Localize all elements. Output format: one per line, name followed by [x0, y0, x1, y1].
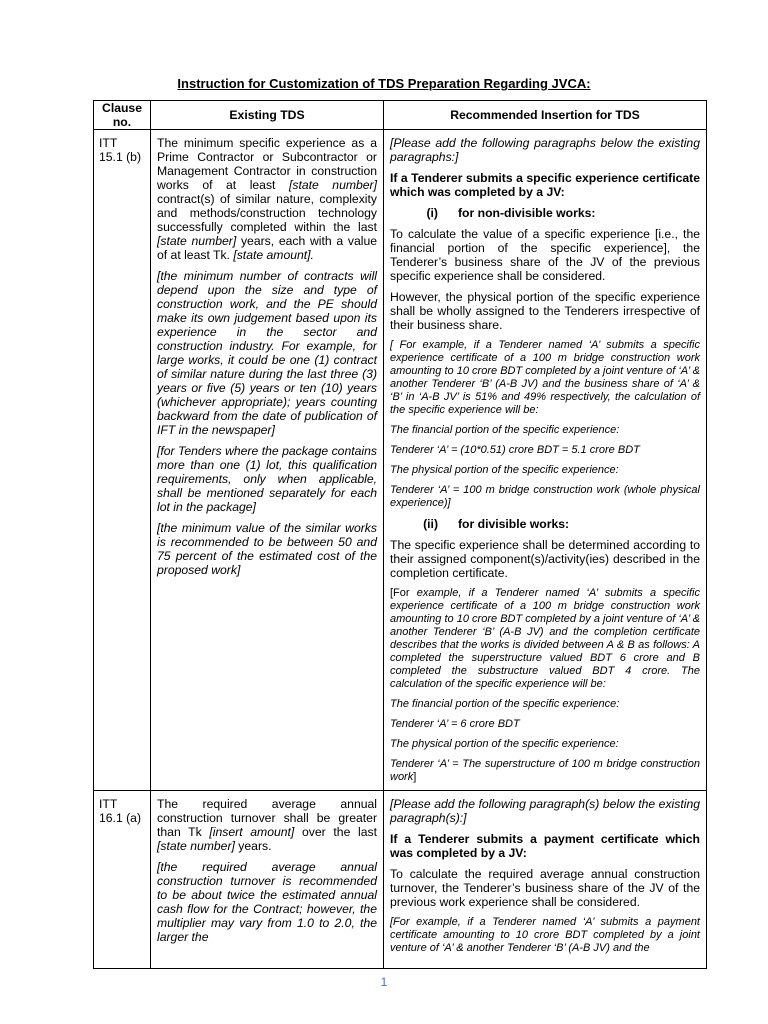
existing-paragraph: The minimum specific experience as a Prime Contractor or Subcontractor or Management Contractor in construction works of at least [state number] contract(s) of similar nature, complexity and methods/construction technology successfully completed within the last [state number] years, each with a value of at least Tk. [state amount]. — [157, 136, 378, 262]
example-line: The physical portion of the specific experience: — [390, 738, 619, 750]
existing-note: [the minimum value of the similar works is recommended to be between 50 and 75 percent of the estimated cost of the proposed work] — [157, 521, 377, 577]
existing-paragraph: The required average annual construction turnover shall be greater than Tk [insert amount] over the last [state number] years. — [157, 797, 377, 853]
example-line: Tenderer ‘A’ = The superstructure of 100 m bridge construction work] — [390, 758, 700, 783]
existing-note: [the required average annual construction turnover is recommended to be about twice the estimated annual cash flow for the Contract; however, the multiplier may vary from 1.0 to 2.0, the larger the — [157, 860, 377, 944]
clause-cell: ITT 16.1 (a) — [94, 791, 151, 969]
example-line: The financial portion of the specific experience: — [390, 698, 620, 710]
existing-tds-cell — [151, 130, 384, 791]
subheading-divisible: (ii) for divisible works: — [423, 517, 570, 531]
insertion-paragraph: The specific experience shall be determined according to their assigned component(s)/activity(ies) described in the completion certificate. — [390, 538, 700, 580]
example-paragraph: [For example, if a Tenderer named ‘A’ submits a payment certificate amounting to 10 crore BDT completed by a joint venture of ‘A’ & another Tenderer ‘B’ (A-B JV) and the — [390, 916, 700, 954]
header-existing-tds: Existing TDS — [151, 101, 384, 130]
example-line: The financial portion of the specific experience: — [390, 424, 620, 436]
insertion-paragraph: To calculate the required average annual construction turnover, the Tenderer’s business share of the JV of the previous work experience shall be considered. — [390, 867, 700, 909]
header-clause-no: Clause no. — [94, 101, 151, 130]
example-line: Tenderer ‘A’ = (10*0.51) crore BDT = 5.1 crore BDT — [390, 444, 640, 456]
table-header-row — [94, 101, 707, 130]
example-line: Tenderer ‘A’ = 6 crore BDT — [390, 718, 520, 730]
insertion-paragraph: However, the physical portion of the specific experience shall be wholly assigned to the Tenderers irrespective of their business share. — [390, 290, 700, 332]
example-paragraph: [For example, if a Tenderer named ‘A’ submits a specific experience certificate of a 100 m bridge construction work amounting to 10 crore BDT completed by a joint venture of ‘A’ & another Tenderer ‘B’ (A-B JV) and the completion certificate describes that the works is divided between A & B as follows: A completed the superstructure valued BDT 6 crore and B completed the substructure valued BDT 4 crore. The calculation of the specific experience will be: — [390, 587, 700, 690]
insertion-instruction: [Please add the following paragraphs below the existing paragraphs:] — [390, 136, 700, 164]
recommended-insertion-cell — [384, 130, 707, 791]
insertion-heading: If a Tenderer submits a payment certificate which was completed by a JV: — [390, 832, 700, 860]
existing-note: [for Tenders where the package contains more than one (1) lot, this qualification requirements, only when applicable, shall be mentioned separately for each lot in the package] — [157, 444, 377, 514]
page-number: 1 — [380, 975, 388, 989]
existing-note: [the minimum number of contracts will depend upon the size and type of construction work, and the PE should make its own judgement based upon its experience in the sector and construction industry. For example, for large works, it could be one (1) contract of similar nature during the last three (3) years or five (5) years or ten (10) years (whichever appropriate); years counting backward from the date of publication of IFT in the newspaper] — [157, 269, 377, 437]
header-recommended-insertion: Recommended Insertion for TDS — [384, 101, 707, 130]
clause-cell: ITT 15.1 (b) — [94, 130, 151, 791]
subheading-non-divisible: (i) for non-divisible works: — [426, 206, 596, 220]
insertion-paragraph: To calculate the value of a specific experience [i.e., the financial portion of the specific experience], the Tenderer’s business share of the JV of the previous specific experience shall be considered. — [390, 227, 700, 283]
example-line: The physical portion of the specific experience: — [390, 464, 619, 476]
example-paragraph: [ For example, if a Tenderer named ‘A’ submits a specific experience certificate of a 100 m bridge construction work amounting to 10 crore BDT completed by a joint venture of ‘A’ & another Tenderer ‘B’ (A-B JV) and the business share of ‘A’ & ‘B’ in ‘A-B JV’ is 51% and 49% respectively, the calculation of the specific experience will be: — [390, 339, 700, 416]
table-row — [94, 791, 707, 969]
insertion-heading: If a Tenderer submits a specific experience certificate which was completed by a JV: — [390, 171, 700, 199]
existing-tds-cell — [151, 791, 384, 969]
table-row — [94, 130, 707, 791]
recommended-insertion-cell — [384, 791, 707, 969]
insertion-instruction: [Please add the following paragraph(s) below the existing paragraph(s):] — [390, 797, 700, 825]
page-title: Instruction for Customization of TDS Preparation Regarding JVCA: — [177, 76, 591, 91]
example-line: Tenderer ‘A’ = 100 m bridge construction work (whole physical experience)] — [390, 484, 700, 509]
tds-table — [93, 100, 707, 969]
